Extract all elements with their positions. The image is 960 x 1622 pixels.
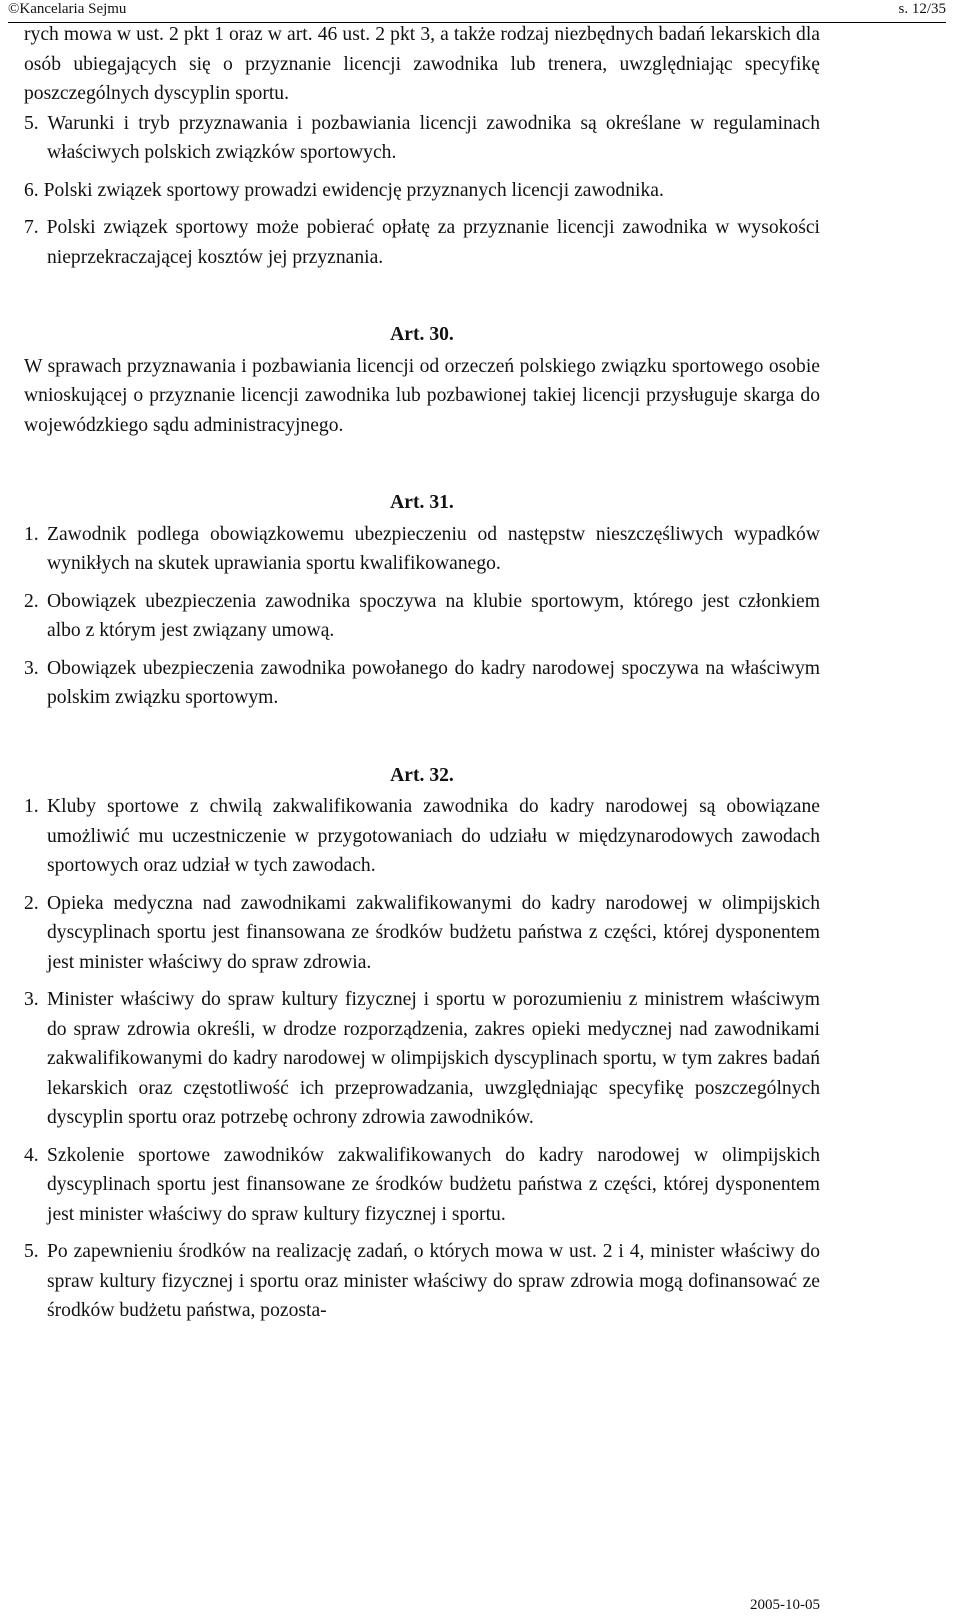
item-text: Szkolenie sportowe zawodników zakwalifikowanych do kadry narodowej w olimpijskich dyscyplinach sportu jest finansowane ze środków budżetu państwa z części, której dysponentem jest minister właściwy do spraw kultury fizycznej i sportu. [47, 1144, 820, 1225]
item-text: Kluby sportowe z chwilą zakwalifikowania zawodnika do kadry narodowej są obowiązane umożliwić mu uczestniczenie w przygotowaniach do udziału w międzynarodowych zawodach sportowych oraz udział w tych zawodach. [47, 796, 820, 876]
item-number: 1. [24, 796, 39, 817]
item-number: 2. [24, 892, 39, 914]
item-text: Opieka medyczna nad zawodnikami zakwalifikowanymi do kadry narodowej w olimpijskich dyscyplinach sportu jest finansowana ze środków budżetu państwa z części, której dysponentem jest minister właściwy do spraw zdrowia. [47, 892, 820, 973]
item-number: 1. [24, 523, 39, 545]
paragraph-7 [24, 213, 820, 272]
article-32-item-1 [24, 792, 820, 881]
item-text: Po zapewnieniu środków na realizację zadań, o których mowa w ust. 2 i 4, minister właściwy do spraw kultury fizycznej i sportu oraz minister właściwy do spraw zdrowia mogą dofinansować ze środków budżetu państwa, pozosta- [47, 1241, 820, 1321]
item-text: Minister właściwy do spraw kultury fizycznej i sportu w porozumieniu z ministrem właściwym do spraw zdrowia określi, w drodze rozporządzenia, zakres opieki medycznej nad zawodnikami zakwalifikowanymi do kadry narodowej w olimpijskich dyscyplinach sportu, w tym zakres badań lekarskich oraz częstotliwość ich przeprowadzania, uwzględniając specyfikę poszczególnych dyscyplin sportu oraz potrzebę ochrony zdrowia zawodników. [47, 989, 820, 1128]
article-30-title: Art. 30. [390, 324, 454, 345]
article-32-item-2 [24, 889, 820, 978]
paragraph-5 [24, 109, 820, 168]
item-text: Zawodnik podlega obowiązkowemu ubezpieczeniu od następstw nieszczęśliwych wypadków wynikłych na skutek uprawiania sportu kwalifikowanego. [47, 523, 820, 574]
paragraph-number: 5. [24, 112, 39, 134]
item-number: 3. [24, 657, 39, 679]
paragraph-text: Polski związek sportowy prowadzi ewidencję przyznanych licencji zawodnika. [43, 179, 664, 201]
article-31-title: Art. 31. [390, 492, 454, 513]
paragraph-text: Warunki i tryb przyznawania i pozbawiania licencji zawodnika są określane w regulaminach właściwych polskich związków sportowych. [47, 112, 820, 163]
article-30-text: W sprawach przyznawania i pozbawiania licencji od orzeczeń polskiego związku sportowego osobie wnioskującej o przyznanie licencji zawodnika lub pozbawionej takiej licencji przysługuje skarga do wojewódzkiego sądu administracyjnego. [24, 355, 820, 436]
article-31-item-2 [24, 587, 820, 646]
paragraph-number: 7. [24, 217, 39, 238]
document-body [24, 20, 820, 1334]
footer-date: 2005-10-05 [750, 1597, 820, 1613]
item-text: Obowiązek ubezpieczenia zawodnika spoczywa na klubie sportowym, którego jest członkiem albo z którym jest związany umową. [47, 590, 820, 641]
article-32-item-3 [24, 985, 820, 1133]
item-number: 5. [24, 1241, 39, 1262]
paragraph-number: 6. [24, 179, 39, 201]
header-publisher: ©Kancelaria Sejmu [8, 1, 127, 17]
item-number: 4. [24, 1144, 39, 1166]
article-32-item-5 [24, 1237, 820, 1326]
item-number: 3. [24, 989, 39, 1010]
header-page-number: s. 12/35 [898, 1, 946, 17]
article-32-title: Art. 32. [390, 764, 454, 786]
item-text: Obowiązek ubezpieczenia zawodnika powołanego do kadry narodowej spoczywa na właściwym polskim związku sportowym. [47, 657, 820, 708]
item-number: 2. [24, 590, 39, 612]
article-31-item-1 [24, 520, 820, 579]
paragraph-6 [24, 176, 820, 206]
intro-paragraph: rych mowa w ust. 2 pkt 1 oraz w art. 46 ust. 2 pkt 3, a także rodzaj niezbędnych badań lekarskich dla osób ubiegających się o przyznanie licencji zawodnika lub trenera, uwzględniając specyfikę poszczególnych dyscyplin sportu. [24, 24, 820, 104]
article-31-item-3 [24, 654, 820, 713]
paragraph-text: Polski związek sportowy może pobierać opłatę za przyznanie licencji zawodnika w wysokości nieprzekraczającej kosztów jej przyznania. [46, 217, 820, 268]
article-32-item-4 [24, 1141, 820, 1230]
